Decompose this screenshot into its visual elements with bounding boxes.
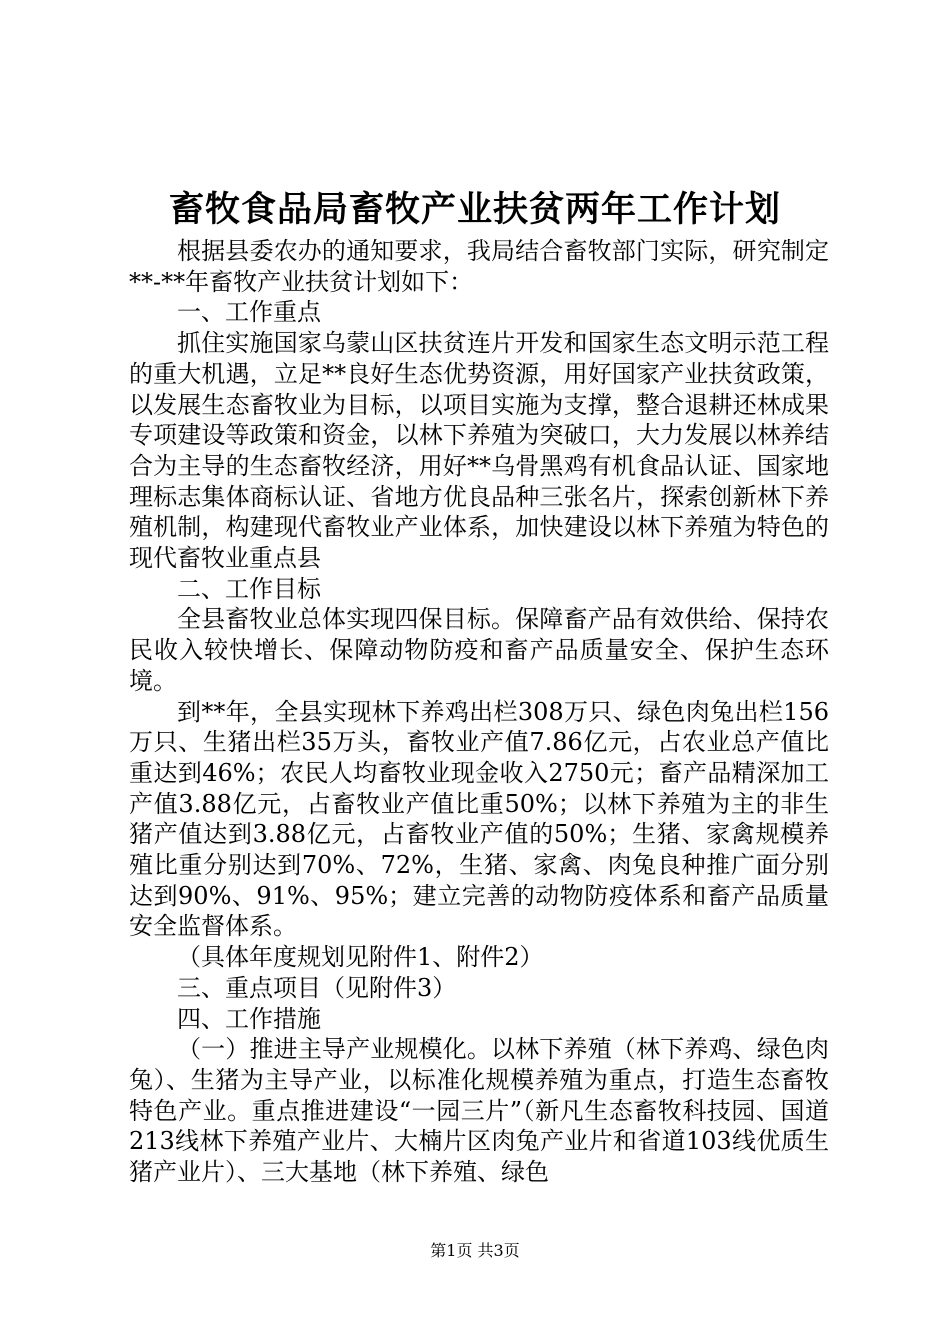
measures-paragraph: （一）推进主导产业规模化。以林下养殖（林下养鸡、绿色肉兔）、生猪为主导产业，以标准化规模养殖为重点，打造生态畜牧特色产业。重点推进建设“一园三片”（新凡生态畜牧科技园、国道213线林下养殖产业片、大楠片区肉兔产业片和省道103线优质生猪产业片）、三大基地（林下养殖、绿色 <box>129 1035 829 1187</box>
document-body <box>129 236 829 1188</box>
goals-paragraph: 全县畜牧业总体实现四保目标。保障畜产品有效供给、保持农民收入较快增长、保障动物防疫和畜产品质量安全、保护生态环境。 <box>129 605 829 695</box>
targets-paragraph: 到**年，全县实现林下养鸡出栏308万只、绿色肉兔出栏156万只、生猪出栏35万头，畜牧业产值7.86亿元，占农业总产值比重达到46%；农民人均畜牧业现金收入2750元；畜产品精深加工产值3.88亿元，占畜牧业产值比重50%；以林下养殖为主的非生猪产值达到3.88亿元，占畜牧业产值的50%；生猪、家禽规模养殖比重分别达到70%、72%，生猪、家禽、肉兔良种推广面分别达到90%、91%、95%；建立完善的动物防疫体系和畜产品质量安全监督体系。 <box>129 697 829 941</box>
section-heading-4: 四、工作措施 <box>177 1004 321 1033</box>
document-title: 畜牧食品局畜牧产业扶贫两年工作计划 <box>168 189 781 230</box>
annex-note: （具体年度规划见附件1、附件2） <box>177 943 544 972</box>
intro-paragraph: 根据县委农办的通知要求，我局结合畜牧部门实际，研究制定**-**年畜牧产业扶贫计划如下： <box>129 237 829 296</box>
page-number-footer: 第1页 共3页 <box>430 1241 520 1260</box>
section-heading-1: 一、工作重点 <box>177 298 321 327</box>
section-heading-2: 二、工作目标 <box>177 574 321 603</box>
section-heading-3: 三、重点项目（见附件3） <box>177 973 457 1002</box>
work-focus-paragraph: 抓住实施国家乌蒙山区扶贫连片开发和国家生态文明示范工程的重大机遇，立足**良好生态优势资源，用好国家产业扶贫政策，以发展生态畜牧业为目标，以项目实施为支撑，整合退耕还林成果专项建设等政策和资金，以林下养殖为突破口，大力发展以林养结合为主导的生态畜牧经济，用好**乌骨黑鸡有机食品认证、国家地理标志集体商标认证、省地方优良品种三张名片，探索创新林下养殖机制，构建现代畜牧业产业体系，加快建设以林下养殖为特色的现代畜牧业重点县 <box>129 329 829 573</box>
